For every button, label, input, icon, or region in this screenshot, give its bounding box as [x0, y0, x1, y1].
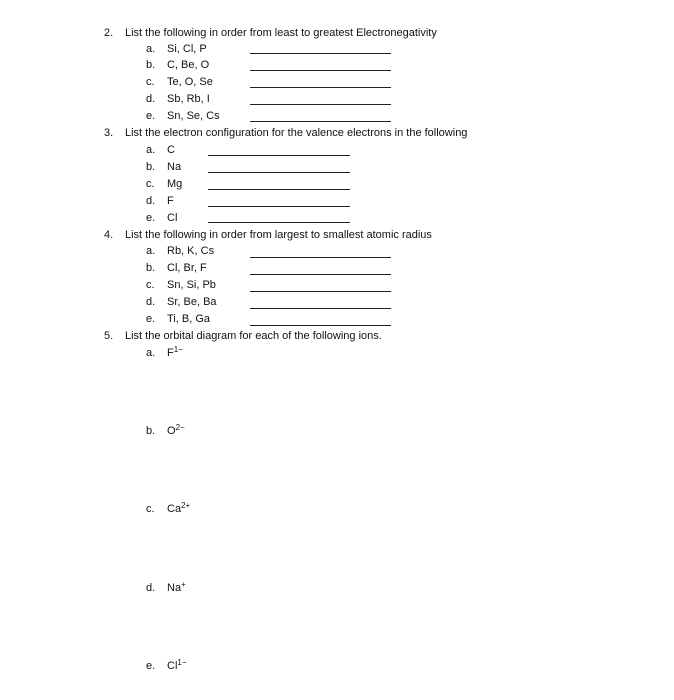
item-text: Rb, K, Cs [167, 245, 215, 257]
item-letter: d. [146, 93, 156, 105]
answer-line[interactable] [250, 87, 391, 88]
item-text: Sb, Rb, I [167, 93, 210, 105]
answer-line[interactable] [208, 189, 350, 190]
item-text: Mg [167, 178, 183, 190]
item-text: Sn, Se, Cs [167, 110, 220, 122]
item-text: F [167, 195, 174, 207]
item-letter: e. [146, 110, 156, 122]
question-number: 3. [104, 127, 114, 139]
item-text: Ti, B, Ga [167, 313, 210, 325]
question-text: List the electron configuration for the valence electrons in the following [125, 127, 468, 139]
item-text: Na [167, 161, 182, 173]
ion-symbol: Ca [167, 503, 182, 515]
answer-line[interactable] [250, 257, 391, 258]
item-text: Si, Cl, P [167, 43, 207, 55]
answer-line[interactable] [208, 222, 350, 223]
ion-formula [167, 660, 187, 672]
question-number: 4. [104, 229, 114, 241]
ion-charge: 1− [173, 345, 183, 354]
item-letter: d. [146, 195, 156, 207]
item-letter: c. [146, 178, 155, 190]
answer-line[interactable] [208, 155, 350, 156]
item-text: C, Be, O [167, 59, 210, 71]
question-number: 5. [104, 330, 114, 342]
item-letter: e. [146, 660, 156, 672]
item-letter: a. [146, 43, 156, 55]
item-letter: e. [146, 313, 156, 325]
ion-formula [167, 347, 183, 359]
item-letter: b. [146, 161, 156, 173]
item-letter: e. [146, 212, 156, 224]
answer-line[interactable] [250, 308, 391, 309]
item-text: Te, O, Se [167, 76, 213, 88]
item-letter: c. [146, 503, 155, 515]
item-text: C [167, 144, 175, 156]
answer-line[interactable] [250, 104, 391, 105]
question-text: List the orbital diagram for each of the following ions. [125, 330, 382, 342]
ion-charge: 1− [177, 658, 187, 667]
ion-formula [167, 582, 186, 594]
answer-line[interactable] [250, 70, 391, 71]
item-text: Sr, Be, Ba [167, 296, 217, 308]
item-letter: d. [146, 296, 156, 308]
question-text: List the following in order from largest to smallest atomic radius [125, 229, 432, 241]
ion-formula [167, 425, 185, 437]
ion-charge: 2− [175, 423, 185, 432]
item-letter: b. [146, 59, 156, 71]
answer-line[interactable] [250, 121, 391, 122]
ion-charge: 2+ [181, 501, 191, 510]
item-letter: b. [146, 425, 156, 437]
question-text: List the following in order from least to greatest Electronegativity [125, 27, 437, 39]
question-number: 2. [104, 27, 114, 39]
ion-formula [167, 503, 190, 515]
answer-line[interactable] [250, 325, 391, 326]
item-letter: b. [146, 262, 156, 274]
answer-line[interactable] [250, 291, 391, 292]
item-letter: a. [146, 245, 156, 257]
item-text: Cl, Br, F [167, 262, 207, 274]
ion-symbol: F [167, 347, 174, 359]
answer-line[interactable] [208, 172, 350, 173]
ion-symbol: O [167, 425, 176, 437]
ion-symbol: Cl [167, 660, 178, 672]
answer-line[interactable] [250, 53, 391, 54]
answer-line[interactable] [208, 206, 350, 207]
item-letter: d. [146, 582, 156, 594]
item-text: Sn, Si, Pb [167, 279, 216, 291]
item-letter: a. [146, 144, 156, 156]
answer-line[interactable] [250, 274, 391, 275]
item-text: Cl [167, 212, 178, 224]
ion-symbol: Na [167, 582, 182, 594]
item-letter: c. [146, 76, 155, 88]
ion-charge: + [181, 580, 186, 589]
item-letter: a. [146, 347, 156, 359]
item-letter: c. [146, 279, 155, 291]
